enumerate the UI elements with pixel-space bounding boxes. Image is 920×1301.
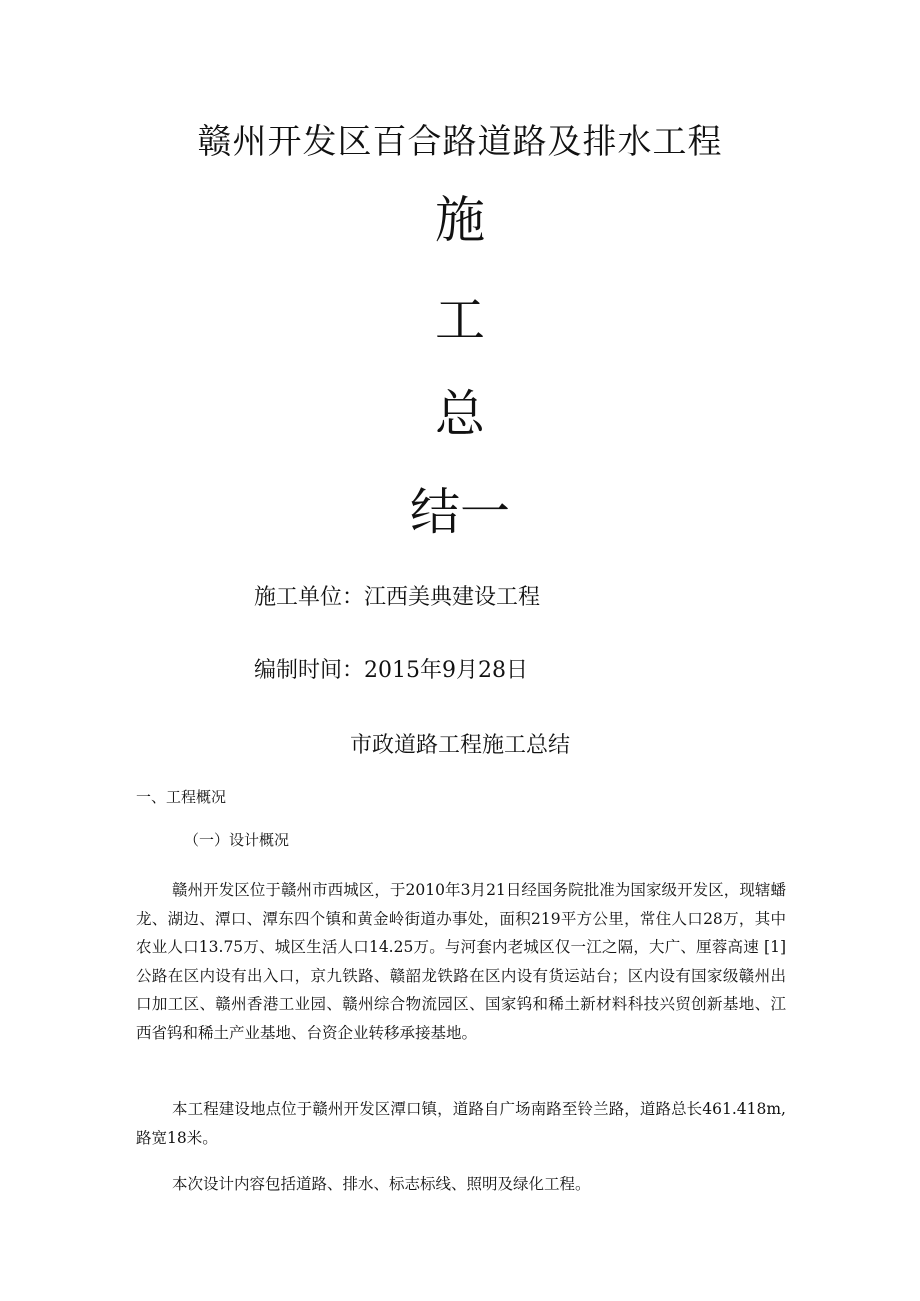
cover-char-1: 施	[435, 191, 485, 249]
subsection-heading: （一）设计概况	[184, 831, 290, 849]
report-heading: 市政道路工程施工总结	[349, 733, 570, 758]
cover-char-4: 结一	[410, 483, 510, 541]
paragraph-scope: 本次设计内容包括道路、排水、标志标线、照明及绿化工程。	[172, 1175, 591, 1193]
compile-date: 编制时间：2015年9月28日	[254, 658, 528, 683]
cover-title: 赣州开发区百合路道路及排水工程	[197, 122, 723, 162]
construction-unit: 施工单位：江西美典建设工程	[254, 585, 541, 610]
cover-char-2: 工	[435, 291, 485, 349]
cover-char-3: 总	[435, 385, 485, 443]
paragraph-location: 本工程建设地点位于赣州开发区潭口镇，道路自广场南路至铃兰路，道路总长461.418m,路宽18米。	[136, 1100, 786, 1147]
paragraph-overview: 赣州开发区位于赣州市西城区，于2010年3月21日经国务院批准为国家级开发区，现辖蟠龙、湖边、潭口、潭东四个镇和黄金岭街道办事处，面积219平方公里，常住人口28万，其中农业人口13.75万、城区生活人口14.25万。与河套内老城区仅一江之隔，大广、厘蓉高速 [1] 公路在区内设有出入口，京九铁路、赣韶龙铁路在区内设有货运站台；区内设有国家级赣州出口加工区、赣州香港工业园、赣州综合物流园区、国家钨和稀土新材料科技兴贸创新基地、江西省钨和稀土产业基地、台资企业转移承接基地。	[136, 881, 786, 1042]
section-heading: 一、工程概况	[136, 788, 227, 806]
